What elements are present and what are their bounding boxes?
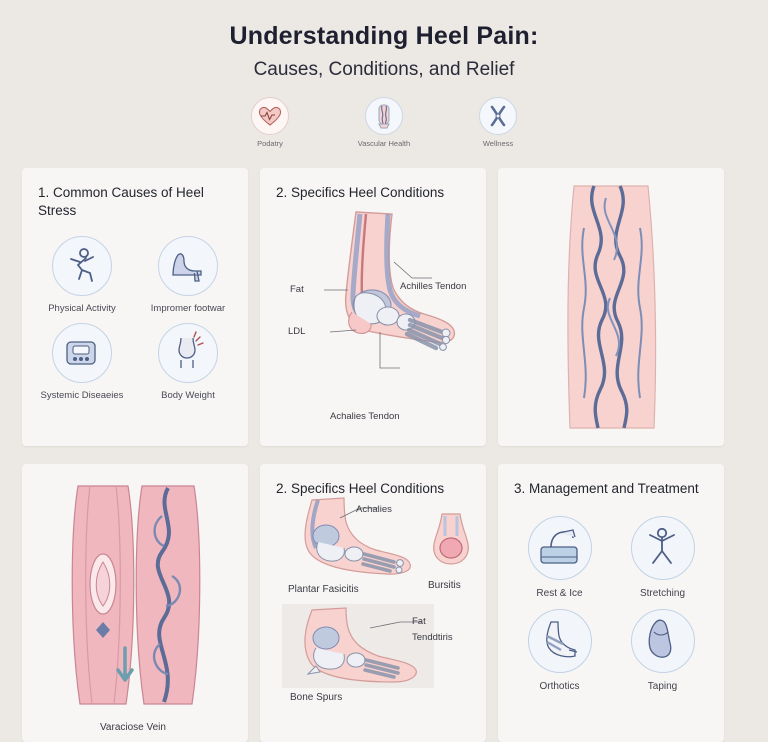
- badge-vascular-health: [347, 97, 421, 148]
- header-badges: [0, 97, 768, 148]
- cause-improper-footwear: [138, 236, 238, 315]
- caption-varicose-vein: Varaciose Vein: [100, 722, 166, 733]
- foot-anatomy-illustration: [260, 202, 486, 412]
- card-varicose-vein: [22, 464, 248, 742]
- vein-leg-icon: [365, 97, 403, 135]
- card-leg-veins: [498, 168, 724, 446]
- treatment-label: Taping: [647, 681, 678, 693]
- causes-grid: [22, 220, 248, 402]
- cause-systemic-diseases: [32, 323, 132, 402]
- card-grid: [22, 168, 746, 742]
- page-subtitle: Causes, Conditions, and Relief: [253, 59, 515, 80]
- leg-veins-illustration: [498, 168, 724, 446]
- annotation-achalies: Achalies: [356, 504, 392, 515]
- plantar-fasciitis-illustration: [278, 496, 428, 584]
- high-heel-shoe-icon: [158, 236, 218, 296]
- card-management-treatment: [498, 464, 724, 742]
- card-common-causes: [22, 168, 248, 446]
- management-grid: [498, 498, 724, 692]
- card-title: 1. Common Causes of Heel Stress: [38, 185, 204, 219]
- annotation-ldl: LDL: [288, 326, 306, 337]
- annotation-achalies-tendon: Achalies Tendon: [330, 411, 400, 422]
- treatment-orthotics: [510, 609, 609, 692]
- joint-pain-icon: [158, 323, 218, 383]
- bursitis-illustration: [424, 512, 478, 574]
- caption-bone-spurs: Bone Spurs: [290, 692, 343, 703]
- card-title: 2. Specifics Heel Conditions: [276, 481, 445, 496]
- annotation-tenddtiris: Tenddtiris: [412, 632, 453, 643]
- page-title: Understanding Heel Pain:: [229, 22, 539, 50]
- page-header: [0, 0, 768, 148]
- heart-pulse-icon: [251, 97, 289, 135]
- bandaged-foot-icon: [528, 609, 592, 673]
- treatment-label: Orthotics: [539, 681, 580, 693]
- card-heel-conditions-bottom: [260, 464, 486, 742]
- weight-scale-icon: [52, 323, 112, 383]
- cause-label: Impromer footwar: [150, 303, 226, 315]
- badge-wellness: [461, 97, 535, 148]
- treatment-rest-and-ice: [510, 516, 609, 599]
- cause-body-weight: [138, 323, 238, 402]
- card-title: 2. Specifics Heel Conditions: [276, 185, 445, 200]
- caption-bursitis: Bursitis: [428, 580, 461, 591]
- treatment-label: Stretching: [639, 588, 686, 600]
- badge-label: Wellness: [482, 139, 514, 148]
- badge-label: Podatry: [257, 139, 283, 148]
- cause-label: Systemic Diseaeies: [40, 390, 124, 402]
- chromosome-icon: [479, 97, 517, 135]
- annotation-achilles-tendon: Achilles Tendon: [400, 281, 467, 292]
- card-heel-conditions-top: [260, 168, 486, 446]
- treatment-stretching: [613, 516, 712, 599]
- badge-label: Vascular Health: [357, 139, 411, 148]
- ice-pack-foot-icon: [528, 516, 592, 580]
- caption-plantar-fasicitis: Plantar Fasicitis: [288, 584, 359, 595]
- cause-label: Physical Activity: [48, 303, 116, 315]
- cause-physical-activity: [32, 236, 132, 315]
- card-title: 3. Management and Treatment: [514, 481, 699, 496]
- cause-label: Body Weight: [161, 390, 215, 402]
- annotation-fat: Fat: [290, 284, 304, 295]
- treatment-taping: [613, 609, 712, 692]
- stretching-person-icon: [631, 516, 695, 580]
- annotation-fat: Fat: [412, 616, 426, 627]
- varicose-vein-comparison-illustration: [22, 476, 248, 716]
- badge-podatry: [233, 97, 307, 148]
- treatment-label: Rest & Ice: [536, 588, 583, 600]
- insole-icon: [631, 609, 695, 673]
- running-person-icon: [52, 236, 112, 296]
